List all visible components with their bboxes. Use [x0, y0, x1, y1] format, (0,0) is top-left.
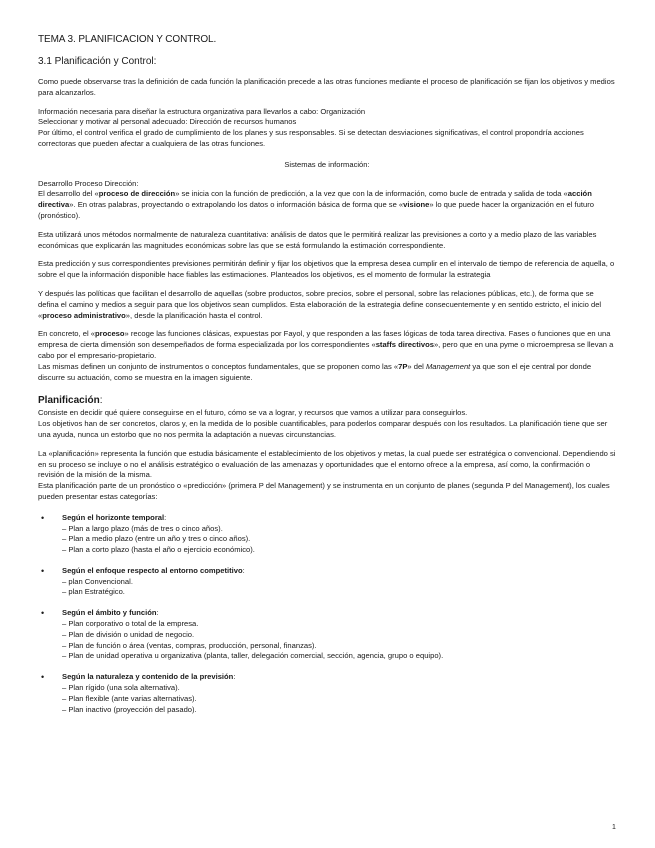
category-item: – Plan flexible (ante varias alternativas). [62, 693, 197, 703]
section-heading: 3.1 Planificación y Control: [38, 56, 157, 67]
category-item: – Plan de división o unidad de negocio. [62, 629, 195, 639]
category-item: – Plan a largo plazo (más de tres o cinco años). [62, 523, 223, 533]
paragraph-categorias: Esta planificación parte de un pronóstico o «predicción» (primera P del Management) y se instrumenta en un conjunto de planes (segunda P del Management), los cuales pueden presentar estas categorías: [38, 481, 610, 501]
paragraph-proceso-direccion: El desarrollo del «proceso de dirección» se inicia con la función de predicción, a la vez que con la de información, como bucle de entrada y salida de toda «acción directiva». En otras palabras, proyectando o extrapolando los datos o información básica de forma que se «visione» lo que puede hacer la organización en el futuro (pronóstico). [38, 189, 594, 220]
page-number: 1 [612, 824, 616, 831]
category-item: – Plan inactivo (proyección del pasado). [62, 704, 197, 714]
sistemas-heading: Sistemas de información: [284, 159, 370, 169]
list-item [38, 608, 616, 662]
info-line-organizacion: Información necesaria para diseñar la estructura organizativa para llevarlos a cabo: Organización [38, 106, 366, 116]
paragraph-prediccion: Esta predicción y sus correspondientes previsiones permitirán definir y fijar los objetivos que la empresa desea cumplir en el intervalo de tiempo de referencia de aquella, o sobre el que la información disponible hace fiables las estimaciones. Planteados los objetivos, es el momento de formular la estrategia [38, 259, 615, 280]
paragraph-metodos: Esta utilizará unos métodos normalmente de naturaleza cuantitativa: análisis de datos que le permitirá realizar las previsiones a corto y a medio plazo de las variables económicas que explicarán las magnitudes económicas sobre las que se está formulando la estimación correspondiente. [38, 229, 597, 250]
category-title: Según el ámbito y función: [62, 608, 159, 618]
category-item: – Plan a medio plazo (entre un año y tres o cinco años). [62, 534, 251, 544]
category-item: – plan Estratégico. [62, 587, 125, 597]
bullet-icon: • [41, 565, 45, 576]
category-title: Según la naturaleza y contenido de la previsión: [62, 672, 236, 682]
bullet-icon: • [41, 672, 45, 683]
intro-paragraph: Como puede observarse tras la definición de cada función la planificación precede a las otras funciones mediante el proceso de planificación se fijan los objetivos y medios para alcanzarlos. [38, 77, 615, 97]
category-title: Según el enfoque respecto al entorno competitivo: [62, 565, 245, 575]
info-line-rrhh: Seleccionar y motivar al personal adecuado: Dirección de recursos humanos [38, 117, 297, 127]
bullet-icon: • [41, 512, 45, 523]
category-item: – Plan rígido (una sola alternativa). [62, 683, 180, 693]
bullet-icon: • [41, 608, 45, 619]
category-item: – Plan de función o área (ventas, compras, producción, personal, finanzas). [62, 640, 317, 650]
list-item [38, 513, 616, 556]
category-item: – Plan a corto plazo (hasta el año o ejercicio económico). [62, 545, 255, 555]
info-line-control: Por último, el control verifica el grado de cumplimiento de los planes y sus responsables. Si se detectan desviaciones significativas, el control propondría acciones correctoras que pueden afectar a cualquiera de las otras funciones. [38, 128, 584, 148]
document-page [38, 34, 616, 725]
document-title: TEMA 3. PLANIFICACION Y CONTROL. [38, 34, 217, 45]
paragraph-7p: Las mismas definen un conjunto de instrumentos o conceptos fundamentales, que se proponen como las «7P» del Management ya que son el eje central por donde discurre su actuación, como se muestra en la imagen siguiente. [38, 361, 592, 382]
paragraph-politicas: Y después las políticas que facilitan el desarrollo de aquellas (sobre productos, sobre precios, sobre el personal, sobre las relaciones públicas, etc.), de forma que se defina el camino y medios a seguir para que los objetivos sean cumplidos. Esta elaboración de la estrategia define consecuentemente y en sentido estricto, el inicio del «proceso administrativo», desde la planificación hasta el control. [38, 288, 602, 320]
paragraph-proceso-fayol: En concreto, el «proceso» recoge las funciones clásicas, expuestas por Fayol, y que responden a las fases lógicas de toda tarea directiva. Fases o funciones que en una empresa de cierta dimensión son desempeñados de forma especializada por los correspondientes «staffs directivos», pero que en una pyme o microempresa se llevan a cabo por el empresario-propietario. [38, 329, 614, 360]
list-item [38, 672, 616, 715]
list-item [38, 566, 616, 598]
planificacion-heading: Planificación: [38, 395, 103, 407]
desarrollo-subheading: Desarrollo Proceso Dirección: [38, 178, 139, 188]
paragraph-objetivos: Los objetivos han de ser concretos, claros y, en la medida de lo posible cuantificables, para poderlos comparar después con los resultados. La planificación tiene que ser una ayuda, nunca un estorbo que no nos permita la adaptación a nuevas circunstancias. [38, 419, 608, 439]
category-item: – Plan corporativo o total de la empresa. [62, 619, 199, 629]
paragraph-planificacion-funcion: La «planificación» representa la función que estudia básicamente el establecimiento de los objetivos y metas, la cual puede ser estratégica o convencional. Dependiendo si en su proceso se incluye o no el análisis estratégico o evaluación de las amenazas y oportunidades que el entorno ofrece a la empresa, así como, la confirmación o revisión de la misión de la misma. [38, 448, 616, 480]
category-item: – Plan de unidad operativa u organizativa (planta, taller, delegación comercial, sección, agencia, grupo o equipo). [62, 651, 444, 661]
paragraph-consiste: Consiste en decidir qué quiere conseguirse en el futuro, cómo se va a lograr, y recursos que vamos a utilizar para conseguirlos. [38, 408, 468, 418]
categories-list [38, 513, 616, 716]
category-item: – plan Convencional. [62, 576, 133, 586]
category-title: Según el horizonte temporal: [62, 512, 167, 522]
